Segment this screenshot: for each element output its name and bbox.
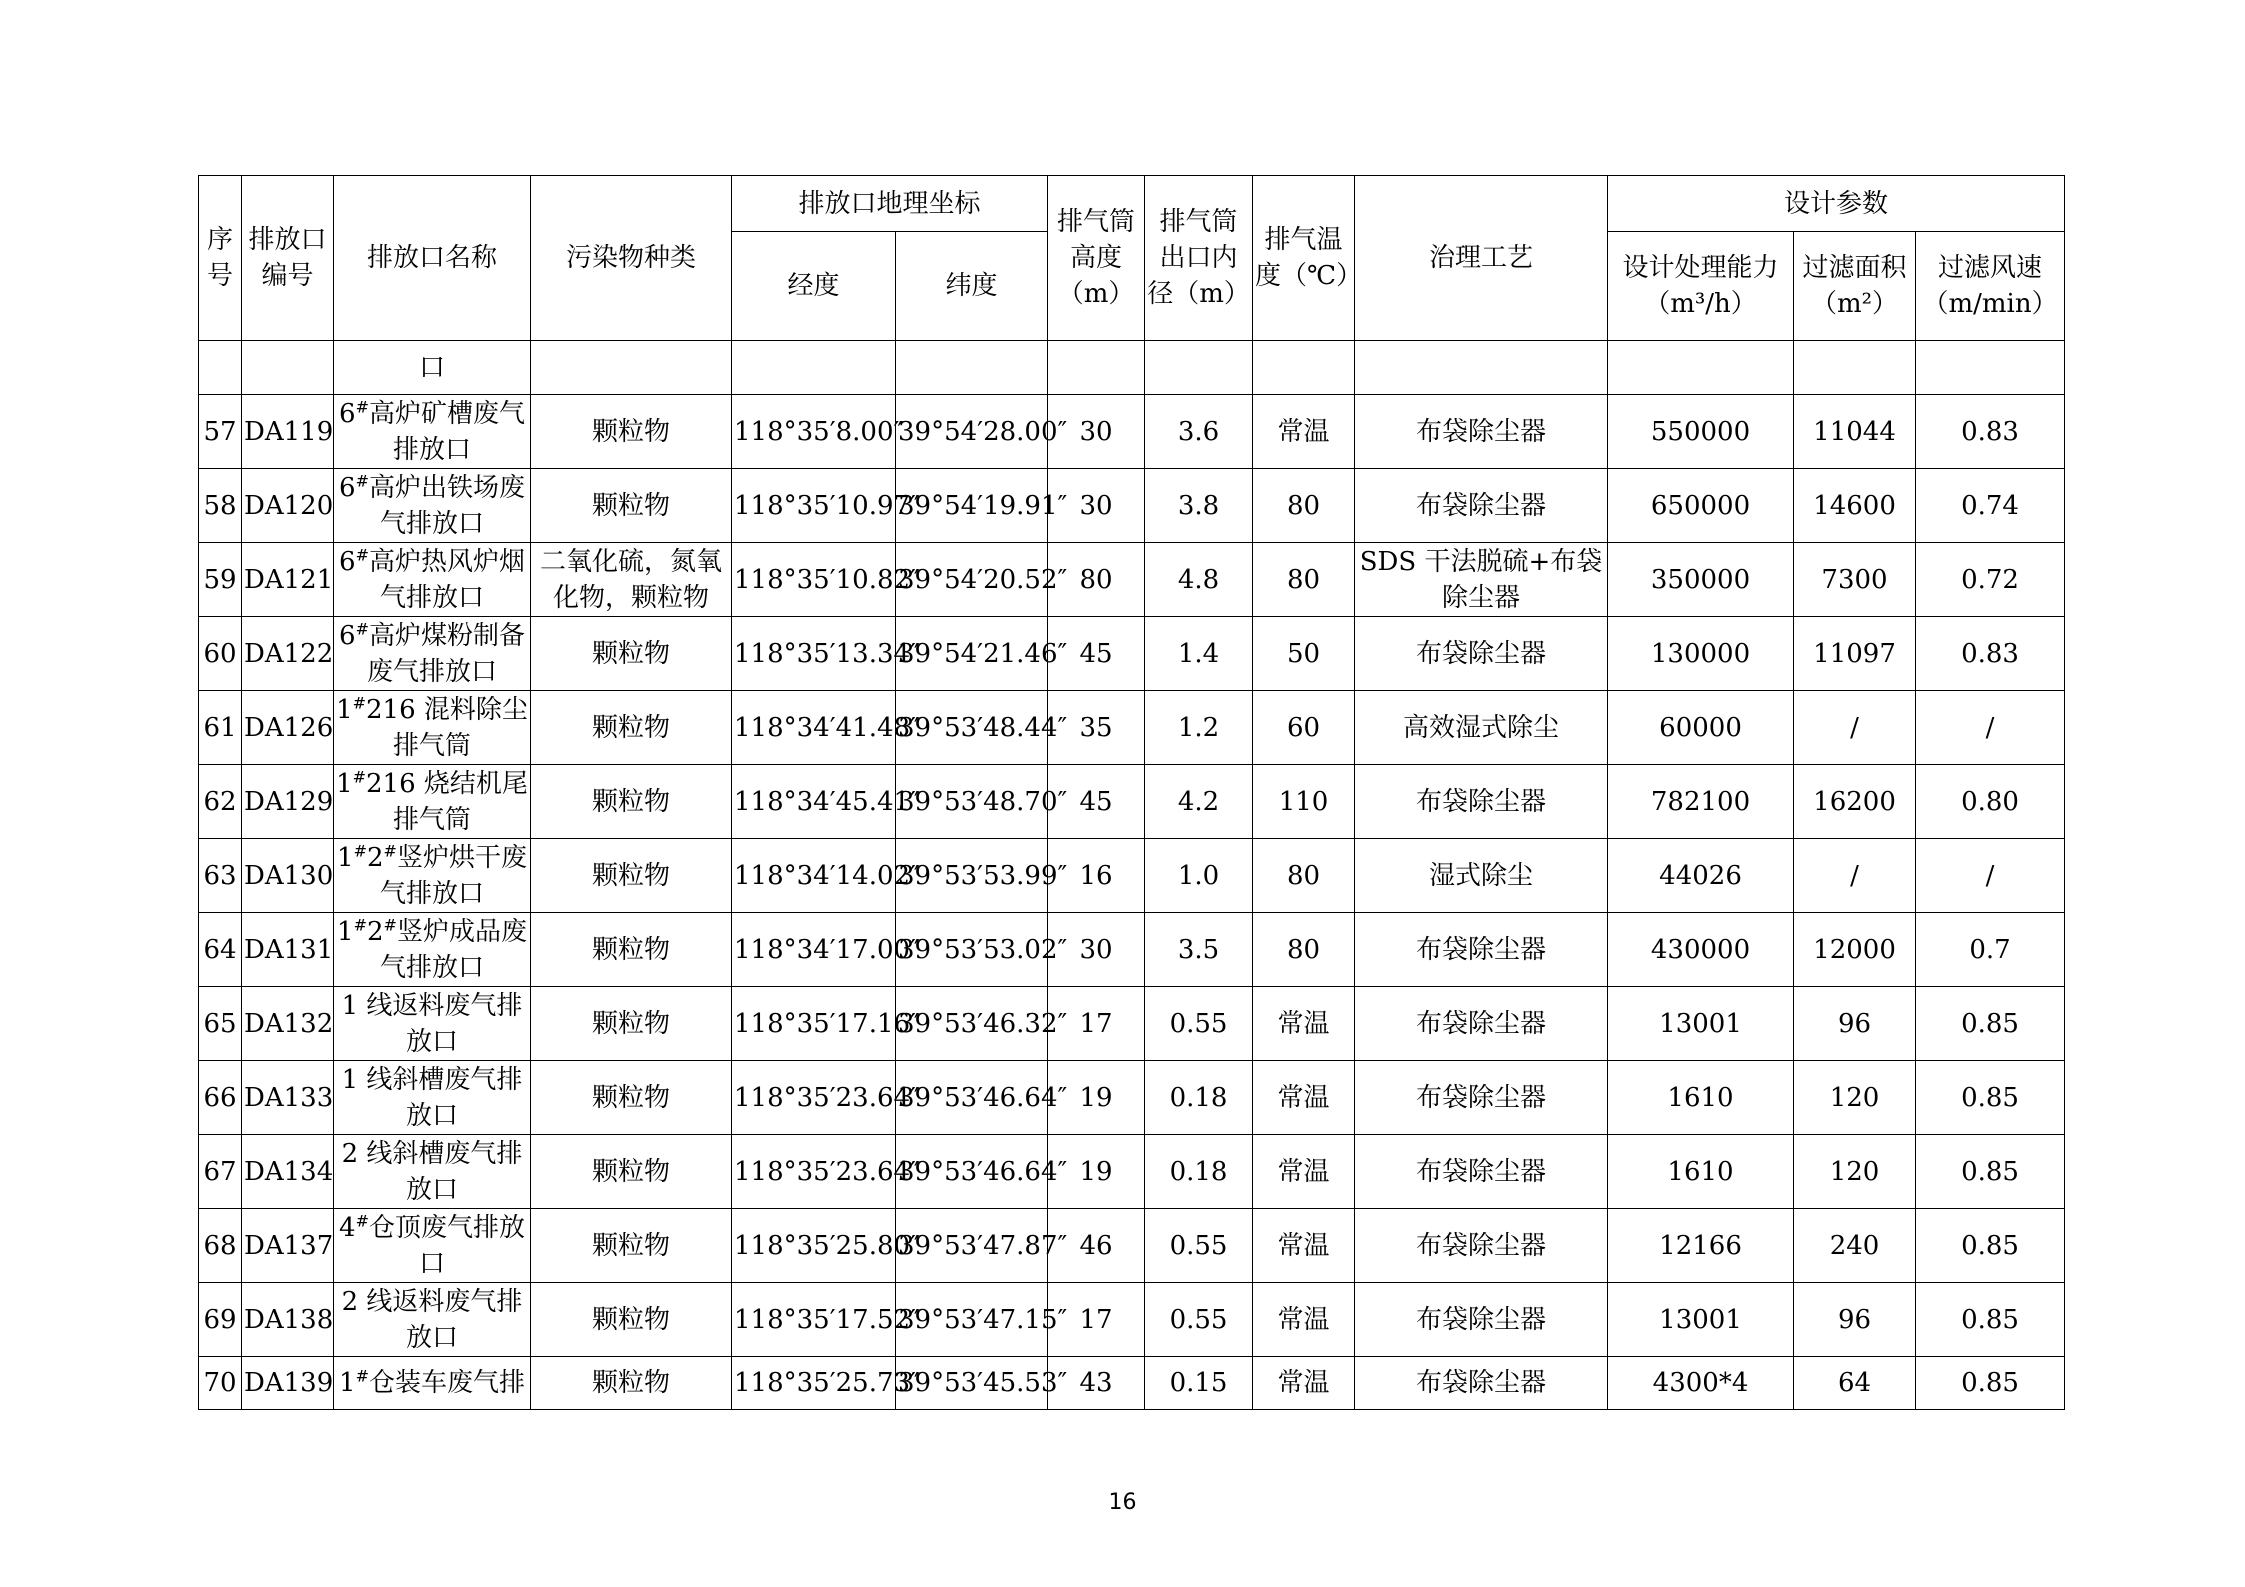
cell-diameter: 0.15: [1145, 1357, 1253, 1410]
cell-latitude: 39°53′45.53″: [896, 1357, 1048, 1410]
cell-diameter: 0.55: [1145, 1209, 1253, 1283]
cell-capacity: 430000: [1608, 913, 1794, 987]
cell-outlet-name: 4#仓顶废气排放口: [334, 1209, 531, 1283]
cell-pollutant: 颗粒物: [531, 1283, 732, 1357]
table-row: [199, 987, 2065, 1061]
cell-temperature: 60: [1253, 691, 1355, 765]
header-filter-speed: 过滤风速（m/min）: [1916, 232, 2065, 341]
cell-seq: 60: [199, 617, 242, 691]
cell-latitude: 39°54′20.52″: [896, 543, 1048, 617]
cell-outlet-id: DA129: [242, 765, 334, 839]
cell-outlet-id: DA131: [242, 913, 334, 987]
cell-outlet-id: DA122: [242, 617, 334, 691]
cell-filter-speed: /: [1916, 839, 2065, 913]
table-row-continuation: [199, 341, 2065, 395]
cell-longitude: 118°35′8.00″: [732, 395, 896, 469]
cell-temperature: 80: [1253, 913, 1355, 987]
cell-process: 布袋除尘器: [1355, 1209, 1608, 1283]
cell-height: 30: [1048, 913, 1145, 987]
cell-process: SDS 干法脱硫+布袋除尘器: [1355, 543, 1608, 617]
cell-temperature: 常温: [1253, 1061, 1355, 1135]
cell-outlet-id: DA137: [242, 1209, 334, 1283]
cell-height: 45: [1048, 617, 1145, 691]
header-pollutant: 污染物种类: [531, 176, 732, 341]
cell-pollutant: 颗粒物: [531, 913, 732, 987]
cell-latitude: 39°53′48.44″: [896, 691, 1048, 765]
header-seq: 序号: [199, 176, 242, 341]
cell-seq: 67: [199, 1135, 242, 1209]
cell-temperature: 常温: [1253, 1209, 1355, 1283]
header-outlet-name: 排放口名称: [334, 176, 531, 341]
cell-empty: [896, 341, 1048, 395]
table-row: [199, 1283, 2065, 1357]
cell-process: 湿式除尘: [1355, 839, 1608, 913]
cell-process: 布袋除尘器: [1355, 395, 1608, 469]
table-row: [199, 1135, 2065, 1209]
cell-filter-area: /: [1794, 691, 1916, 765]
cell-outlet-name: 1 线返料废气排放口: [334, 987, 531, 1061]
cell-filter-area: 7300: [1794, 543, 1916, 617]
cell-latitude: 39°54′28.00″: [896, 395, 1048, 469]
cell-seq: 61: [199, 691, 242, 765]
header-filter-area: 过滤面积（m²）: [1794, 232, 1916, 341]
table-row: [199, 1209, 2065, 1283]
cell-longitude: 118°35′17.16″: [732, 987, 896, 1061]
cell-outlet-name: 1 线斜槽废气排放口: [334, 1061, 531, 1135]
cell-outlet-id: DA130: [242, 839, 334, 913]
cell-filter-speed: 0.74: [1916, 469, 2065, 543]
cell-latitude: 39°53′46.64″: [896, 1061, 1048, 1135]
cell-seq: 70: [199, 1357, 242, 1410]
cell-outlet-name: 1#2#竖炉烘干废气排放口: [334, 839, 531, 913]
cell-filter-area: 240: [1794, 1209, 1916, 1283]
cell-diameter: 0.55: [1145, 987, 1253, 1061]
cell-empty: [1355, 341, 1608, 395]
cell-temperature: 常温: [1253, 395, 1355, 469]
cell-seq: 65: [199, 987, 242, 1061]
cell-capacity: 44026: [1608, 839, 1794, 913]
cell-temperature: 常温: [1253, 1357, 1355, 1410]
cell-height: 16: [1048, 839, 1145, 913]
cell-filter-speed: 0.85: [1916, 1061, 2065, 1135]
cell-diameter: 1.4: [1145, 617, 1253, 691]
cell-seq: 57: [199, 395, 242, 469]
cell-diameter: 4.2: [1145, 765, 1253, 839]
cell-capacity: 13001: [1608, 1283, 1794, 1357]
cell-process: 布袋除尘器: [1355, 1135, 1608, 1209]
cell-height: 17: [1048, 987, 1145, 1061]
cell-longitude: 118°35′23.64″: [732, 1135, 896, 1209]
cell-height: 19: [1048, 1061, 1145, 1135]
cell-empty: [531, 341, 732, 395]
cell-empty: [1048, 341, 1145, 395]
cell-latitude: 39°54′21.46″: [896, 617, 1048, 691]
cell-capacity: 1610: [1608, 1135, 1794, 1209]
cell-height: 17: [1048, 1283, 1145, 1357]
cell-capacity: 12166: [1608, 1209, 1794, 1283]
cell-pollutant: 颗粒物: [531, 765, 732, 839]
cell-process: 布袋除尘器: [1355, 987, 1608, 1061]
cell-outlet-name: 6#高炉出铁场废气排放口: [334, 469, 531, 543]
cell-empty: [1608, 341, 1794, 395]
cell-filter-area: 11097: [1794, 617, 1916, 691]
cell-seq: 62: [199, 765, 242, 839]
cell-empty: [242, 341, 334, 395]
cell-pollutant: 颗粒物: [531, 469, 732, 543]
cell-filter-area: 64: [1794, 1357, 1916, 1410]
cell-diameter: 3.8: [1145, 469, 1253, 543]
cell-temperature: 50: [1253, 617, 1355, 691]
cell-outlet-name: 1#216 烧结机尾排气筒: [334, 765, 531, 839]
cell-latitude: 39°53′53.99″: [896, 839, 1048, 913]
cell-diameter: 0.18: [1145, 1135, 1253, 1209]
cell-outlet-id: DA134: [242, 1135, 334, 1209]
cell-process: 布袋除尘器: [1355, 469, 1608, 543]
cell-outlet-id: DA119: [242, 395, 334, 469]
cell-latitude: 39°53′48.70″: [896, 765, 1048, 839]
cell-process: 高效湿式除尘: [1355, 691, 1608, 765]
cell-temperature: 常温: [1253, 1135, 1355, 1209]
cell-temperature: 80: [1253, 469, 1355, 543]
cell-filter-area: 16200: [1794, 765, 1916, 839]
cell-empty: [199, 341, 242, 395]
table-row: [199, 765, 2065, 839]
cell-capacity: 650000: [1608, 469, 1794, 543]
cell-filter-speed: 0.85: [1916, 1283, 2065, 1357]
table-row: [199, 691, 2065, 765]
header-latitude: 纬度: [896, 232, 1048, 341]
cell-empty: [732, 341, 896, 395]
cell-diameter: 3.5: [1145, 913, 1253, 987]
cell-filter-speed: 0.80: [1916, 765, 2065, 839]
cell-latitude: 39°53′53.02″: [896, 913, 1048, 987]
cell-outlet-name: 1#2#竖炉成品废气排放口: [334, 913, 531, 987]
header-outlet-id: 排放口编号: [242, 176, 334, 341]
cell-latitude: 39°54′19.91″: [896, 469, 1048, 543]
cell-pollutant: 颗粒物: [531, 987, 732, 1061]
cell-diameter: 4.8: [1145, 543, 1253, 617]
cell-empty: [1145, 341, 1253, 395]
cell-process: 布袋除尘器: [1355, 617, 1608, 691]
cell-filter-speed: 0.72: [1916, 543, 2065, 617]
cell-pollutant: 颗粒物: [531, 1061, 732, 1135]
header-temperature: 排气温度（℃）: [1253, 176, 1355, 341]
cell-pollutant: 二氧化硫，氮氧化物，颗粒物: [531, 543, 732, 617]
cell-capacity: 130000: [1608, 617, 1794, 691]
cell-outlet-id: DA126: [242, 691, 334, 765]
cell-process: 布袋除尘器: [1355, 1283, 1608, 1357]
cell-capacity: 13001: [1608, 987, 1794, 1061]
cell-height: 30: [1048, 395, 1145, 469]
cell-filter-area: 12000: [1794, 913, 1916, 987]
cell-process: 布袋除尘器: [1355, 1357, 1608, 1410]
cell-diameter: 0.55: [1145, 1283, 1253, 1357]
cell-longitude: 118°35′13.34″: [732, 617, 896, 691]
cell-height: 35: [1048, 691, 1145, 765]
cell-empty: [1794, 341, 1916, 395]
cell-longitude: 118°35′10.82″: [732, 543, 896, 617]
table-row: [199, 839, 2065, 913]
table-row: [199, 395, 2065, 469]
cell-latitude: 39°53′47.87″: [896, 1209, 1048, 1283]
cell-capacity: 4300*4: [1608, 1357, 1794, 1410]
cell-outlet-id: DA121: [242, 543, 334, 617]
cell-outlet-name: 2 线斜槽废气排放口: [334, 1135, 531, 1209]
cell-temperature: 80: [1253, 839, 1355, 913]
cell-pollutant: 颗粒物: [531, 839, 732, 913]
table-row: [199, 1357, 2065, 1410]
cell-longitude: 118°35′25.73″: [732, 1357, 896, 1410]
cell-height: 19: [1048, 1135, 1145, 1209]
cell-process: 布袋除尘器: [1355, 913, 1608, 987]
cell-seq: 58: [199, 469, 242, 543]
cell-filter-area: 120: [1794, 1135, 1916, 1209]
cell-outlet-id: DA133: [242, 1061, 334, 1135]
cell-filter-area: /: [1794, 839, 1916, 913]
cell-pollutant: 颗粒物: [531, 1135, 732, 1209]
cell-outlet-name: 6#高炉煤粉制备废气排放口: [334, 617, 531, 691]
cell-outlet-name: 口: [334, 341, 531, 395]
cell-filter-area: 120: [1794, 1061, 1916, 1135]
cell-outlet-id: DA138: [242, 1283, 334, 1357]
cell-latitude: 39°53′46.32″: [896, 987, 1048, 1061]
cell-latitude: 39°53′47.15″: [896, 1283, 1048, 1357]
cell-filter-speed: 0.85: [1916, 1357, 2065, 1410]
cell-longitude: 118°35′10.97″: [732, 469, 896, 543]
cell-temperature: 110: [1253, 765, 1355, 839]
cell-seq: 64: [199, 913, 242, 987]
cell-outlet-id: DA120: [242, 469, 334, 543]
cell-diameter: 0.18: [1145, 1061, 1253, 1135]
header-coords: 排放口地理坐标: [732, 176, 1048, 232]
table-row: [199, 469, 2065, 543]
cell-temperature: 80: [1253, 543, 1355, 617]
cell-diameter: 1.2: [1145, 691, 1253, 765]
cell-outlet-name: 1#仓装车废气排: [334, 1357, 531, 1410]
cell-seq: 59: [199, 543, 242, 617]
table-body: [199, 341, 2065, 1410]
cell-longitude: 118°34′41.48″: [732, 691, 896, 765]
cell-process: 布袋除尘器: [1355, 1061, 1608, 1135]
cell-height: 46: [1048, 1209, 1145, 1283]
cell-outlet-name: 2 线返料废气排放口: [334, 1283, 531, 1357]
cell-longitude: 118°35′23.64″: [732, 1061, 896, 1135]
table-row: [199, 543, 2065, 617]
cell-capacity: 60000: [1608, 691, 1794, 765]
cell-seq: 69: [199, 1283, 242, 1357]
cell-outlet-id: DA139: [242, 1357, 334, 1410]
cell-filter-speed: 0.83: [1916, 617, 2065, 691]
header-diameter: 排气筒出口内径（m）: [1145, 176, 1253, 341]
cell-diameter: 1.0: [1145, 839, 1253, 913]
cell-filter-speed: 0.85: [1916, 987, 2065, 1061]
page-number: 16: [1108, 1490, 1137, 1515]
header-process: 治理工艺: [1355, 176, 1608, 341]
cell-seq: 63: [199, 839, 242, 913]
header-design-params: 设计参数: [1608, 176, 2065, 232]
cell-longitude: 118°34′17.00″: [732, 913, 896, 987]
cell-pollutant: 颗粒物: [531, 1209, 732, 1283]
table-row: [199, 617, 2065, 691]
cell-pollutant: 颗粒物: [531, 617, 732, 691]
cell-height: 43: [1048, 1357, 1145, 1410]
cell-height: 45: [1048, 765, 1145, 839]
cell-filter-area: 11044: [1794, 395, 1916, 469]
cell-capacity: 550000: [1608, 395, 1794, 469]
cell-seq: 66: [199, 1061, 242, 1135]
cell-diameter: 3.6: [1145, 395, 1253, 469]
cell-temperature: 常温: [1253, 1283, 1355, 1357]
cell-filter-area: 14600: [1794, 469, 1916, 543]
cell-outlet-name: 6#高炉矿槽废气排放口: [334, 395, 531, 469]
cell-capacity: 350000: [1608, 543, 1794, 617]
cell-capacity: 782100: [1608, 765, 1794, 839]
cell-outlet-name: 6#高炉热风炉烟气排放口: [334, 543, 531, 617]
header-height: 排气筒高度（m）: [1048, 176, 1145, 341]
cell-longitude: 118°34′14.02″: [732, 839, 896, 913]
table-row: [199, 913, 2065, 987]
emission-outlet-table: [198, 175, 2065, 1410]
cell-height: 80: [1048, 543, 1145, 617]
cell-empty: [1253, 341, 1355, 395]
table-row: [199, 1061, 2065, 1135]
cell-filter-speed: 0.85: [1916, 1135, 2065, 1209]
cell-outlet-name: 1#216 混料除尘排气筒: [334, 691, 531, 765]
cell-outlet-id: DA132: [242, 987, 334, 1061]
cell-capacity: 1610: [1608, 1061, 1794, 1135]
cell-height: 30: [1048, 469, 1145, 543]
cell-filter-area: 96: [1794, 987, 1916, 1061]
cell-longitude: 118°34′45.41″: [732, 765, 896, 839]
cell-filter-speed: 0.85: [1916, 1209, 2065, 1283]
cell-filter-speed: /: [1916, 691, 2065, 765]
cell-filter-area: 96: [1794, 1283, 1916, 1357]
cell-pollutant: 颗粒物: [531, 395, 732, 469]
cell-process: 布袋除尘器: [1355, 765, 1608, 839]
cell-temperature: 常温: [1253, 987, 1355, 1061]
cell-filter-speed: 0.7: [1916, 913, 2065, 987]
cell-latitude: 39°53′46.64″: [896, 1135, 1048, 1209]
cell-longitude: 118°35′17.52″: [732, 1283, 896, 1357]
cell-empty: [1916, 341, 2065, 395]
cell-pollutant: 颗粒物: [531, 1357, 732, 1410]
header-capacity: 设计处理能力（m³/h）: [1608, 232, 1794, 341]
cell-seq: 68: [199, 1209, 242, 1283]
cell-pollutant: 颗粒物: [531, 691, 732, 765]
cell-filter-speed: 0.83: [1916, 395, 2065, 469]
cell-longitude: 118°35′25.80″: [732, 1209, 896, 1283]
header-longitude: 经度: [732, 232, 896, 341]
